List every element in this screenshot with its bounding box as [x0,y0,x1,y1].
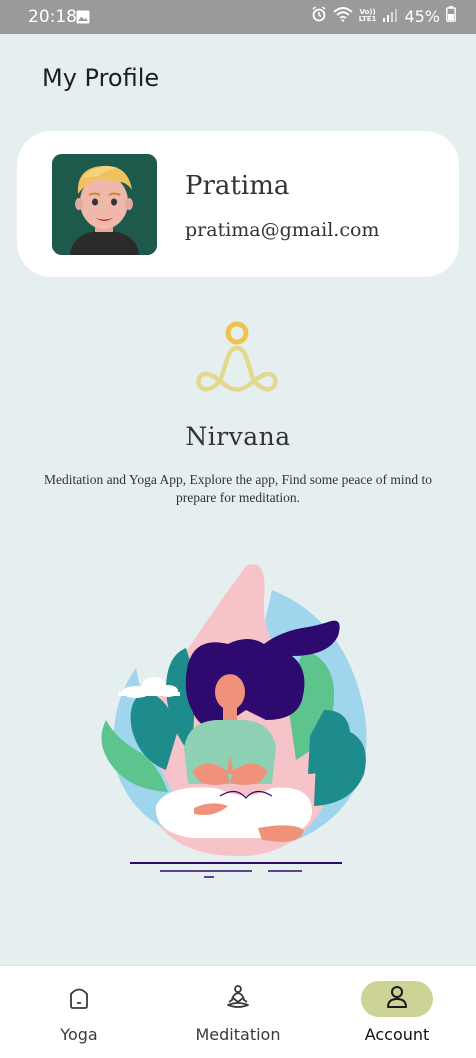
nav-icon-container [202,981,274,1017]
status-icons [311,6,456,26]
avatar[interactable] [52,154,157,255]
image-icon [76,10,90,29]
person-icon [384,984,410,1015]
status-bar [0,0,476,34]
nav-icon-container [361,981,433,1017]
signal-icon [382,7,398,26]
nav-label-account: Account [364,1025,430,1044]
battery-percent: 45% [404,6,440,26]
nav-label-yoga: Yoga [60,1025,98,1044]
nav-item-meditation[interactable] [159,966,317,1058]
battery-icon [446,6,456,26]
meditation-icon [225,984,251,1015]
app-name: Nirvana [185,422,291,451]
nav-item-yoga[interactable] [0,966,158,1058]
network-type [359,9,377,23]
bottom-navigation [0,965,476,1058]
profile-email: pratima@gmail.com [185,219,380,241]
network-top: Vo)) [359,8,376,16]
alarm-icon [311,6,327,26]
profile-name: Pratima [185,171,290,201]
profile-card [17,131,459,277]
status-time: 20:18 [28,7,77,27]
nirvana-logo-icon [192,318,284,405]
meditation-illustration [96,560,386,887]
network-bottom: LTE1 [358,15,377,23]
page-title: My Profile [42,64,160,92]
yoga-home-icon [66,984,92,1015]
wifi-icon [333,6,353,26]
app-description: Meditation and Yoga App, Explore the app, Find some peace of mind to prepare for meditation. [43,472,433,505]
nav-label-meditation: Meditation [195,1025,281,1044]
nav-item-account[interactable] [318,966,476,1058]
nav-icon-container [43,981,115,1017]
